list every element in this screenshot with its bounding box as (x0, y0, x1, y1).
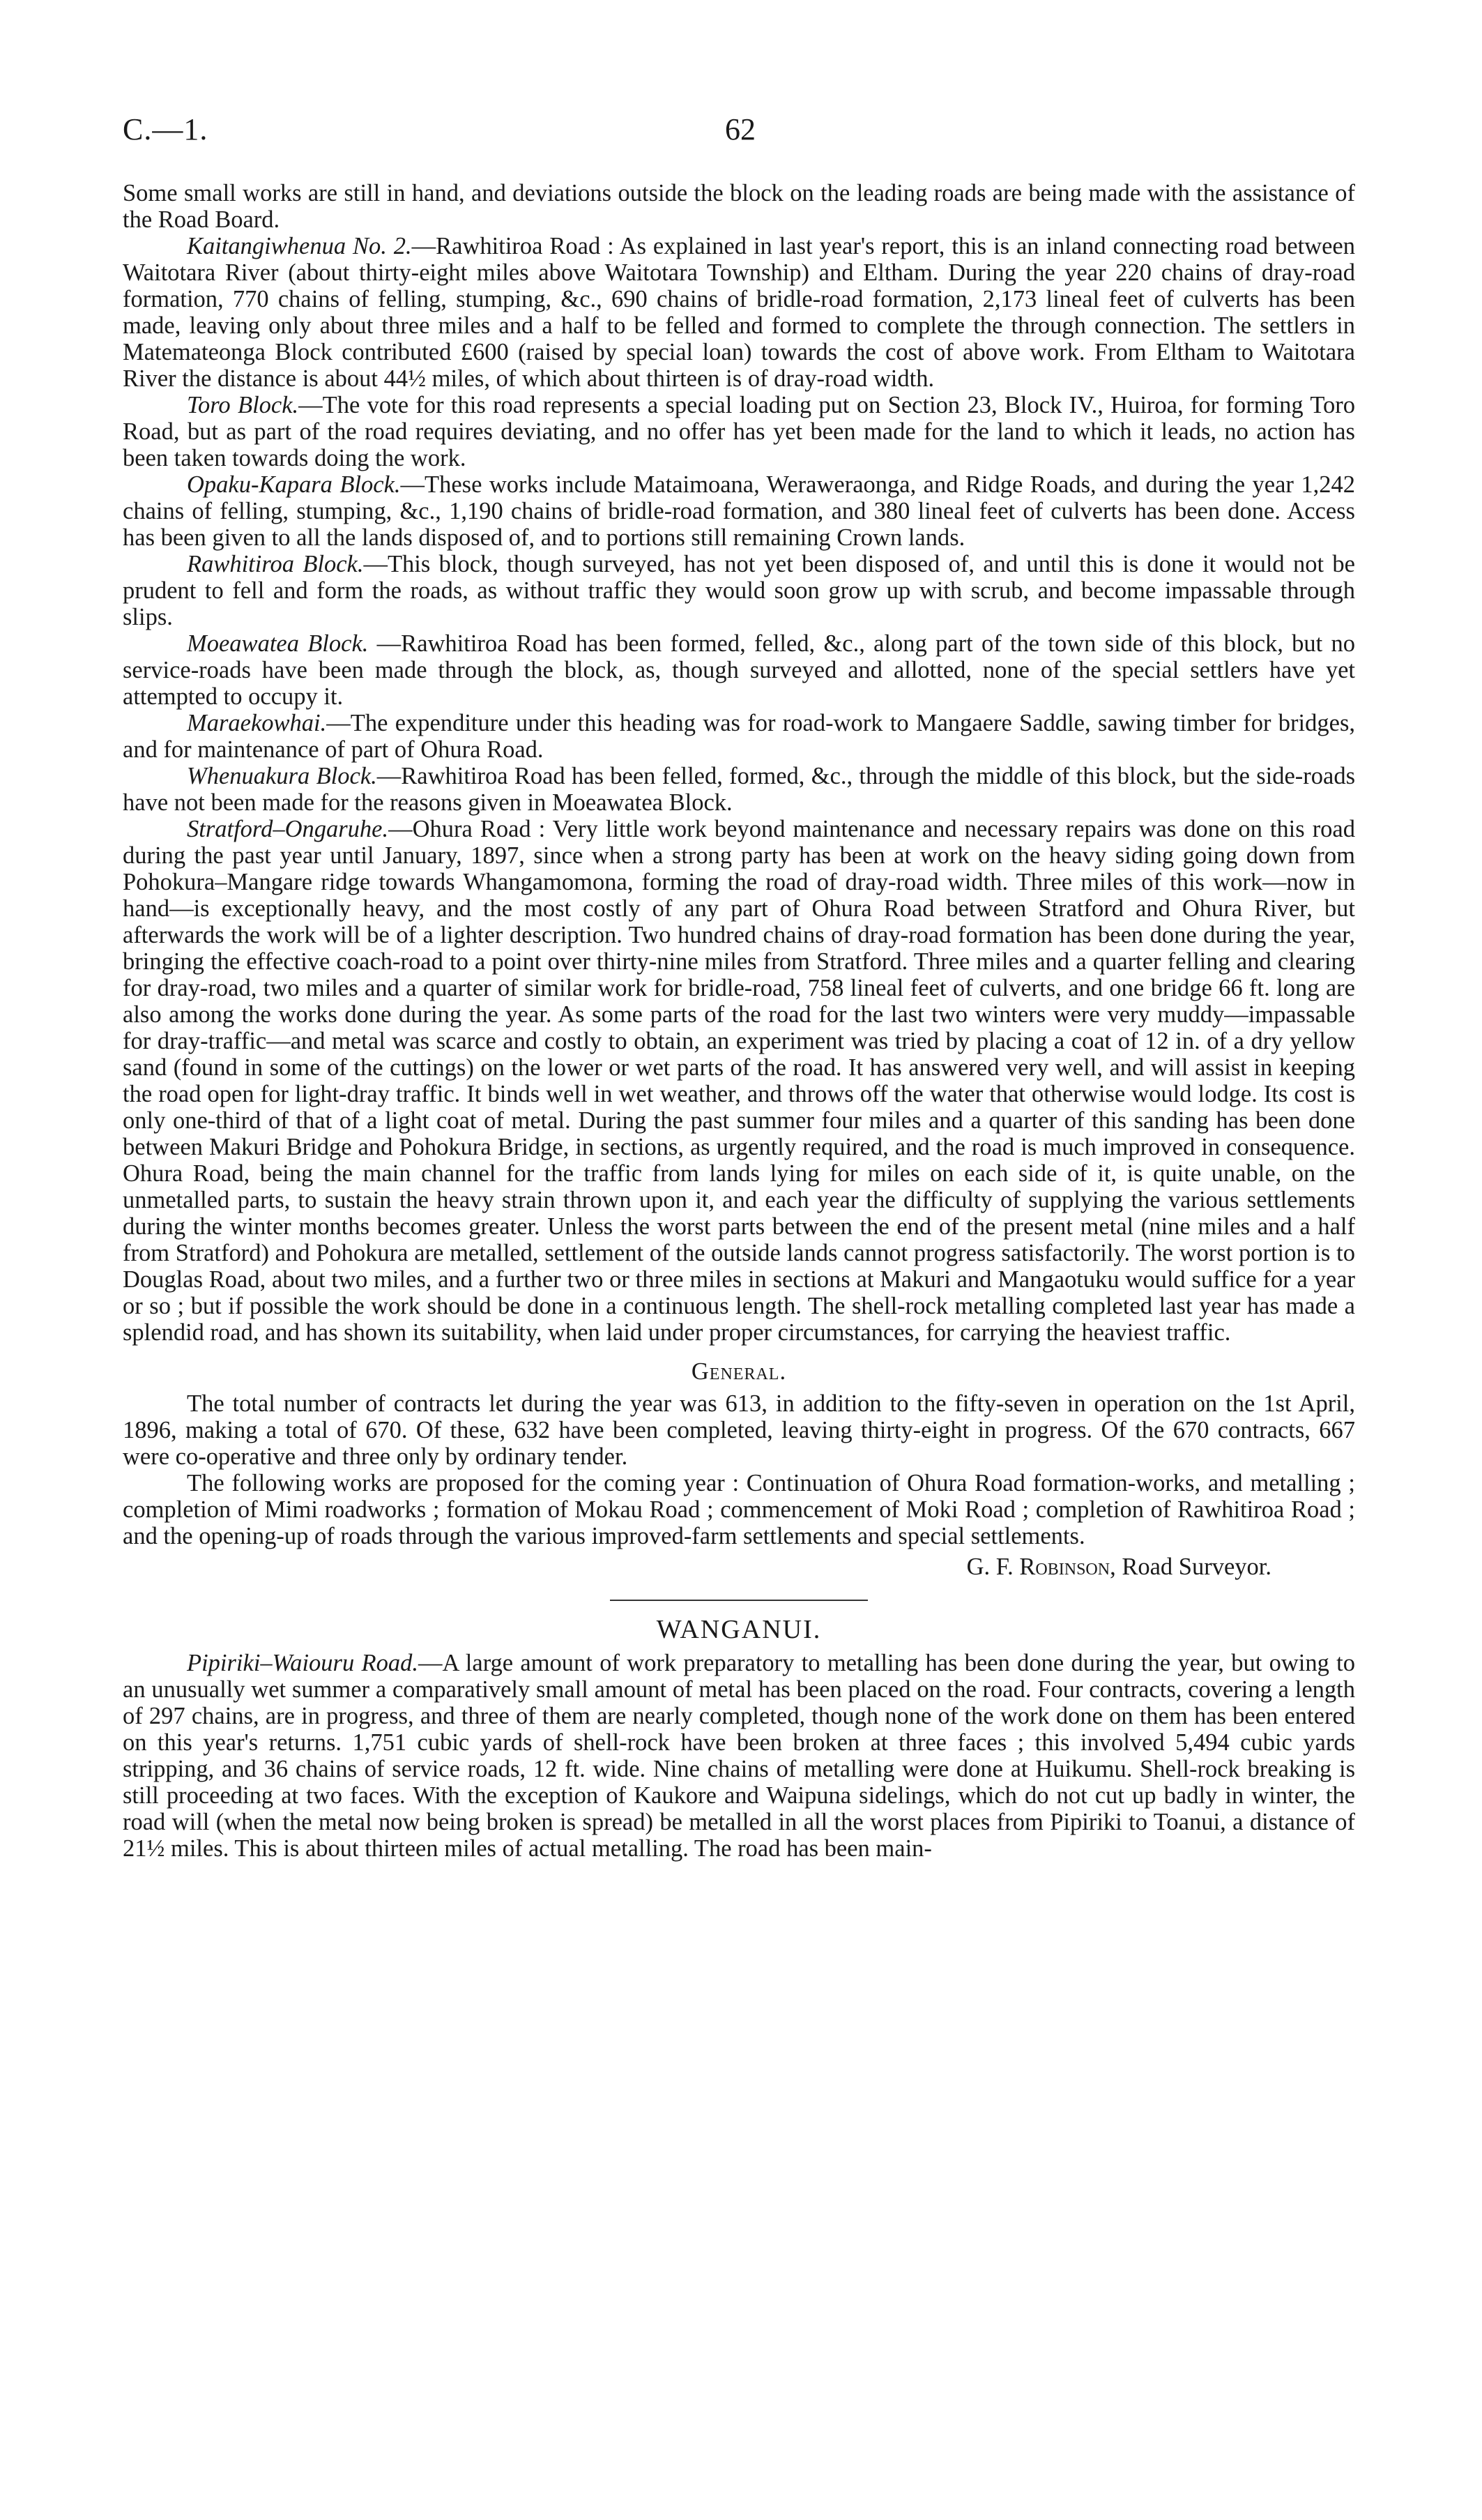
paragraph-maraekowhai: Maraekowhai.—The expenditure under this heading was for road-work to Mangaere Saddle, sawing timber for bridges, and for maintenance of part of Ohura Road. (123, 710, 1355, 763)
intro-paragraph: Some small works are still in hand, and deviations outside the block on the leading roads are being made with the assistance of the Road Board. (123, 180, 1355, 233)
paragraph-toro-block: Toro Block.—The vote for this road represents a special loading put on Section 23, Block IV., Huiroa, for forming Toro Road, but as part of the road requires deviating, and no offer has yet been made for the land to which it leads, no action has been taken towards doing the work. (123, 392, 1355, 471)
page-number: 62 (725, 112, 756, 146)
general-paragraph-proposed-works: The following works are proposed for the coming year : Continuation of Ohura Road formation-works, and metalling ; completion of Mimi roadworks ; formation of Mokau Road ; commencement of Moki Road ; completion of Rawhitiroa Road ; and the opening-up of roads through the various improved-farm settlements and special settlements. (123, 1470, 1355, 1549)
general-heading: General. (691, 1358, 787, 1385)
page-body (123, 180, 1355, 1862)
section-lead: Whenuakura Block. (187, 763, 377, 789)
section-lead: Maraekowhai. (187, 710, 327, 736)
document-reference: C.—1. (123, 112, 208, 146)
paragraph-stratford-ongaruhe: Stratford–Ongaruhe.—Ohura Road : Very little work beyond maintenance and necessary repairs was done on this road during the past year until January, 1897, since when a strong party has been at work on the heavy siding going down from Pohokura–Mangare ridge towards Whangamomona, forming the road of dray-road width. Three miles of this work—now in hand—is exceptionally heavy, and the most costly of any part of Ohura Road between Stratford and Ohura River, but afterwards the work will be of a lighter description. Two hundred chains of dray-road formation has been done during the year, bringing the effective coach-road to a point over thirty-nine miles from Stratford. Three miles and a quarter felling and clearing for dray-road, two miles and a quarter of similar work for bridle-road, 758 lineal feet of culverts, and one bridge 66 ft. long are also among the works done during the year. As some parts of the road for the last two winters were very muddy—impassable for dray-traffic—and metal was scarce and costly to obtain, an experiment was tried by placing a coat of 12 in. of a dry yellow sand (found in some of the cuttings) on the lower or wet parts of the road. It has answered very well, and will assist in keeping the road open for light-dray traffic. It binds well in wet weather, and throws off the water that otherwise would lodge. Its cost is only one-third of that of a light coat of metal. During the past summer four miles and a quarter of this sanding has been done between Makuri Bridge and Pohokura Bridge, in sections, as urgently required, and the road is much improved in consequence. Ohura Road, being the main channel for the traffic from lands lying for miles on each side of it, is quite unable, on the unmetalled parts, to sustain the heavy strain thrown upon it, and each year the difficulty of supplying the various settlements during the winter months becomes greater. Unless the worst parts between the end of the present metal (nine miles and a half from Stratford) and Pohokura are metalled, settlement of the outside lands cannot progress satisfactorily. The worst portion is to Douglas Road, about two miles, and a further two or three miles in sections at Makuri and Mangaotuku would suffice for a year or so ; but if possible the work should be done in a continuous length. The shell-rock metalling completed last year has made a splendid road, and has shown its suitability, when laid under proper circumstances, for carrying the heaviest traffic. (123, 816, 1355, 1346)
section-lead: Kaitangiwhenua No. 2. (187, 233, 412, 259)
section-lead: Moeawatea Block. (187, 630, 369, 657)
section-lead: Pipiriki–Waiouru Road. (187, 1650, 418, 1676)
paragraph-pipiriki-waiouru: Pipiriki–Waiouru Road.—A large amount of work preparatory to metalling has been done during the year, but owing to an unusually wet summer a comparatively small amount of metal has been placed on the road. Four contracts, covering a length of 297 chains, are in progress, and three of them are nearly completed, though none of the work done on them has been entered on this year's returns. 1,751 cubic yards of shell-rock have been broken at three faces ; this involved 5,494 cubic yards stripping, and 36 chains of service roads, 12 ft. wide. Nine chains of metalling were done at Huikumu. Shell-rock breaking is still proceeding at two faces. With the exception of Kaukore and Waipuna sidelings, which do not cut up badly in winter, the road will (when the metal now being broken is spread) be metalled in all the worst places from Pipiriki to Toanui, a distance of 21½ miles. This is about thirteen miles of actual metalling. The road has been main- (123, 1650, 1355, 1862)
paragraph-kaitangiwhenua: Kaitangiwhenua No. 2.—Rawhitiroa Road : As explained in last year's report, this is an inland connecting road between Waitotara River (about thirty-eight miles above Waitotara Township) and Eltham. During the year 220 chains of dray-road formation, 770 chains of felling, stumping, &c., 690 chains of bridle-road formation, 2,173 lineal feet of culverts has been made, leaving only about three miles and a half to be felled and formed to complete the through connection. The settlers in Matemateonga Block contributed £600 (raised by special loan) towards the cost of above work. From Eltham to Waitotara River the distance is about 44½ miles, of which about thirteen is of dray-road width. (123, 233, 1355, 392)
section-lead: Rawhitiroa Block. (187, 551, 364, 577)
paragraph-opaku-kapara: Opaku-Kapara Block.—These works include Mataimoana, Weraweraonga, and Ridge Roads, and during the year 1,242 chains of felling, stumping, &c., 1,190 chains of bridle-road formation, and 380 lineal feet of culverts has been done. Access has been given to all the lands disposed of, and to portions still remaining Crown lands. (123, 471, 1355, 551)
signature-name: G. F. Robinson, (966, 1554, 1116, 1580)
paragraph-rawhitiroa-block: Rawhitiroa Block.—This block, though surveyed, has not yet been disposed of, and until this is done it would not be prudent to fell and form the roads, as without traffic they would soon grow up with scrub, and become impassable through slips. (123, 551, 1355, 630)
signature (123, 1554, 1355, 1580)
section-lead: Opaku-Kapara Block. (187, 471, 401, 498)
section-lead: Toro Block. (187, 392, 299, 418)
paragraph-whenuakura-block: Whenuakura Block.—Rawhitiroa Road has been felled, formed, &c., through the middle of this block, but the side-roads have not been made for the reasons given in Moeawatea Block. (123, 763, 1356, 816)
general-paragraph-contracts: The total number of contracts let during the year was 613, in addition to the fifty-seven in operation on the 1st April, 1896, making a total of 670. Of these, 632 have been completed, leaving thirty-eight in progress. Of the 670 contracts, 667 were co-operative and three only by ordinary tender. (123, 1390, 1355, 1470)
paragraph-moeawatea-block: Moeawatea Block. —Rawhitiroa Road has been formed, felled, &c., along part of the town side of this block, but no service-roads have been made through the block, as, though surveyed and allotted, none of the special settlers have yet attempted to occupy it. (123, 630, 1356, 710)
section-lead: Stratford–Ongaruhe. (187, 816, 389, 842)
signature-title: Road Surveyor. (1115, 1554, 1271, 1580)
wanganui-heading: WANGANUI. (656, 1615, 822, 1644)
section-divider (610, 1600, 868, 1601)
